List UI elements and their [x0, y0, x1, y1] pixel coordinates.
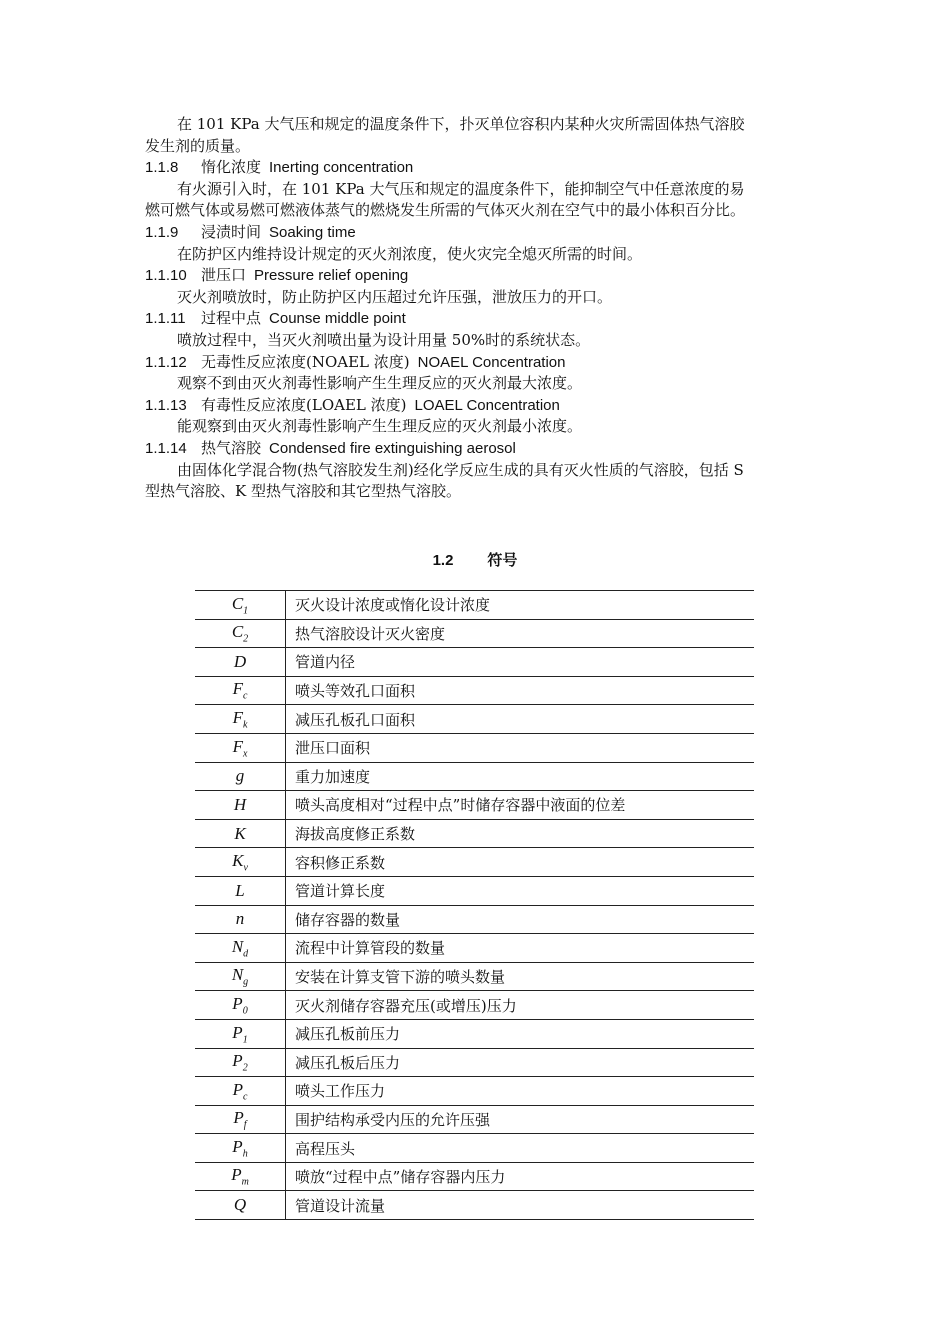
- term-heading: [145, 265, 810, 287]
- section-number: 1.2: [432, 552, 454, 569]
- symbol-description: 灭火设计浓度或惰化设计浓度: [286, 591, 755, 620]
- symbol-description: 减压孔板孔口面积: [286, 705, 755, 734]
- term-chinese: 过程中点: [201, 309, 262, 328]
- table-row: [195, 676, 754, 705]
- symbol-base: N: [231, 965, 244, 985]
- symbol-base: n: [235, 909, 245, 929]
- term-english: NOAEL Concentration: [417, 353, 566, 371]
- symbol-description: 容积修正系数: [286, 848, 755, 877]
- symbol-subscript: x: [242, 747, 248, 759]
- definitions-block: [145, 114, 810, 503]
- term-number: 1.1.13: [145, 396, 187, 414]
- symbol-cell: [195, 962, 286, 991]
- symbol-subscript: v: [243, 862, 248, 874]
- table-row: [195, 1134, 754, 1163]
- symbol-subscript: g: [243, 976, 249, 988]
- symbol-description: 重力加速度: [286, 762, 755, 791]
- symbol-description: 减压孔板后压力: [286, 1048, 755, 1077]
- definition-text: 在防护区内维持设计规定的灭火剂浓度，使火灾完全熄灭所需的时间。: [177, 244, 643, 263]
- term-chinese: 浸渍时间: [201, 222, 262, 241]
- symbol-subscript: h: [242, 1148, 248, 1160]
- term-number: 1.1.14: [145, 439, 187, 457]
- table-row: [195, 876, 754, 905]
- symbol-description: 喷头等效孔口面积: [286, 676, 755, 705]
- symbols-table-body: [195, 591, 754, 1220]
- symbol-cell: [195, 705, 286, 734]
- symbol-description: 热气溶胶设计灭火密度: [286, 619, 755, 648]
- symbol-cell: [195, 1191, 286, 1220]
- symbol-description: 高程压头: [286, 1134, 755, 1163]
- symbol-cell: [195, 676, 286, 705]
- table-row: [195, 1019, 754, 1048]
- symbol-base: P: [232, 1022, 243, 1042]
- term-chinese: 有毒性反应浓度(LOAEL 浓度): [201, 395, 407, 414]
- symbol-subscript: 2: [243, 633, 249, 645]
- term-heading: [145, 438, 810, 460]
- table-row: [195, 733, 754, 762]
- symbol-cell: [195, 1019, 286, 1048]
- section-heading: 符号: [487, 552, 518, 569]
- symbol-subscript: f: [243, 1119, 247, 1131]
- definition-text: 由固体化学混合物(热气溶胶发生剂)经化学反应生成的具有灭火性质的气溶胶，包括 S: [177, 460, 744, 479]
- table-row: [195, 819, 754, 848]
- table-row: [195, 905, 754, 934]
- symbol-subscript: m: [241, 1176, 249, 1188]
- symbol-description: 减压孔板前压力: [286, 1019, 755, 1048]
- symbol-description: 喷头工作压力: [286, 1077, 755, 1106]
- symbol-description: 储存容器的数量: [286, 905, 755, 934]
- definition-text: 燃可燃气体或易燃可燃液体蒸气的燃烧发生所需的气体灭火剂在空气中的最小体积百分比。: [145, 201, 746, 220]
- definition-text: 灭火剂喷放时，防止防护区内压超过允许压强，泄放压力的开口。: [177, 287, 613, 306]
- table-row: [195, 705, 754, 734]
- symbol-description: 围护结构承受内压的允许压强: [286, 1105, 755, 1134]
- term-english: Inerting concentration: [269, 159, 414, 177]
- table-row: [195, 991, 754, 1020]
- symbol-base: H: [233, 794, 247, 814]
- symbol-base: P: [231, 1165, 242, 1185]
- symbol-subscript: 1: [242, 1033, 248, 1045]
- symbol-base: C: [231, 593, 244, 613]
- symbol-base: P: [232, 1051, 243, 1071]
- symbol-base: L: [235, 880, 245, 900]
- symbol-cell: [195, 1162, 286, 1191]
- symbol-description: 灭火剂储存容器充压(或增压)压力: [286, 991, 755, 1020]
- symbol-cell: [195, 591, 286, 620]
- symbol-base: P: [233, 1108, 244, 1128]
- table-row: [195, 791, 754, 820]
- symbol-cell: [195, 733, 286, 762]
- symbols-table: [195, 590, 754, 1220]
- term-chinese: 惰化浓度: [201, 158, 262, 177]
- symbol-description: 喷放“过程中点”储存容器内压力: [286, 1162, 755, 1191]
- symbol-subscript: 1: [243, 604, 249, 616]
- term-heading: [145, 395, 810, 417]
- term-english: Soaking time: [269, 223, 356, 241]
- table-row: [195, 848, 754, 877]
- symbol-description: 流程中计算管段的数量: [286, 934, 755, 963]
- table-row: [195, 1105, 754, 1134]
- section-title: [0, 549, 950, 570]
- term-heading: [145, 308, 810, 330]
- symbol-base: F: [232, 679, 243, 699]
- symbol-description: 泄压口面积: [286, 733, 755, 762]
- symbol-description: 海拔高度修正系数: [286, 819, 755, 848]
- symbol-base: D: [233, 651, 247, 671]
- table-row: [195, 1191, 754, 1220]
- symbol-base: K: [232, 850, 244, 870]
- symbol-cell: [195, 848, 286, 877]
- table-row: [195, 1048, 754, 1077]
- symbol-cell: [195, 762, 286, 791]
- symbol-cell: [195, 1077, 286, 1106]
- term-chinese: 无毒性反应浓度(NOAEL 浓度): [201, 352, 410, 371]
- definition-text: 在 101 KPa 大气压和规定的温度条件下，扑灭单位容积内某种火灾所需固体热气溶胶: [177, 115, 745, 133]
- table-row: [195, 962, 754, 991]
- symbol-base: P: [232, 993, 243, 1013]
- symbol-cell: [195, 648, 286, 677]
- term-english: Counse middle point: [269, 310, 406, 328]
- symbol-cell: [195, 905, 286, 934]
- symbol-subscript: c: [242, 1091, 248, 1103]
- symbol-base: F: [232, 707, 243, 727]
- symbol-description: 管道计算长度: [286, 876, 755, 905]
- symbol-cell: [195, 934, 286, 963]
- term-english: Pressure relief opening: [254, 267, 409, 285]
- symbol-base: C: [231, 622, 244, 642]
- term-chinese: 泄压口: [201, 266, 247, 285]
- table-row: [195, 1162, 754, 1191]
- symbol-description: 喷头高度相对“过程中点”时储存容器中液面的位差: [286, 791, 755, 820]
- symbol-subscript: 2: [242, 1062, 248, 1074]
- definition-text: 有火源引入时，在 101 KPa 大气压和规定的温度条件下，能抑制空气中任意浓度的易: [177, 179, 745, 198]
- term-number: 1.1.9: [145, 223, 179, 241]
- symbol-cell: [195, 1134, 286, 1163]
- symbol-description: 安装在计算支管下游的喷头数量: [286, 962, 755, 991]
- table-row: [195, 934, 754, 963]
- symbol-subscript: c: [242, 690, 248, 702]
- symbol-base: P: [232, 1136, 243, 1156]
- term-heading: [145, 157, 810, 179]
- symbol-cell: [195, 876, 286, 905]
- term-chinese: 热气溶胶: [201, 438, 262, 457]
- symbol-base: P: [232, 1079, 243, 1099]
- term-number: 1.1.8: [145, 159, 179, 177]
- symbol-cell: [195, 619, 286, 648]
- symbol-cell: [195, 791, 286, 820]
- term-english: LOAEL Concentration: [414, 396, 560, 414]
- table-row: [195, 591, 754, 620]
- definition-text: 发生剂的质量。: [145, 136, 251, 155]
- symbol-subscript: 0: [242, 1005, 248, 1017]
- symbol-base: g: [235, 766, 245, 786]
- term-heading: [145, 352, 810, 374]
- symbol-subscript: k: [242, 719, 248, 731]
- symbol-cell: [195, 819, 286, 848]
- table-row: [195, 619, 754, 648]
- term-number: 1.1.10: [145, 267, 187, 285]
- definition-text: 喷放过程中，当灭火剂喷出量为设计用量 50%时的系统状态。: [177, 330, 591, 349]
- term-english: Condensed fire extinguishing aerosol: [269, 439, 516, 457]
- symbol-subscript: d: [243, 948, 249, 960]
- table-row: [195, 1077, 754, 1106]
- symbol-description: 管道设计流量: [286, 1191, 755, 1220]
- table-row: [195, 762, 754, 791]
- term-number: 1.1.11: [145, 310, 186, 328]
- definition-text: 观察不到由灭火剂毒性影响产生生理反应的灭火剂最大浓度。: [177, 374, 583, 393]
- definition-text: 能观察到由灭火剂毒性影响产生生理反应的灭火剂最小浓度。: [177, 417, 583, 436]
- symbol-cell: [195, 1048, 286, 1077]
- symbol-cell: [195, 1105, 286, 1134]
- symbol-description: 管道内径: [286, 648, 755, 677]
- symbol-base: N: [231, 936, 244, 956]
- term-heading: [145, 222, 810, 244]
- term-number: 1.1.12: [145, 353, 187, 371]
- symbol-base: K: [234, 823, 246, 843]
- symbol-cell: [195, 991, 286, 1020]
- symbol-base: F: [232, 736, 243, 756]
- table-row: [195, 648, 754, 677]
- definition-text: 型热气溶胶、K 型热气溶胶和其它型热气溶胶。: [145, 482, 461, 501]
- symbol-base: Q: [233, 1195, 247, 1215]
